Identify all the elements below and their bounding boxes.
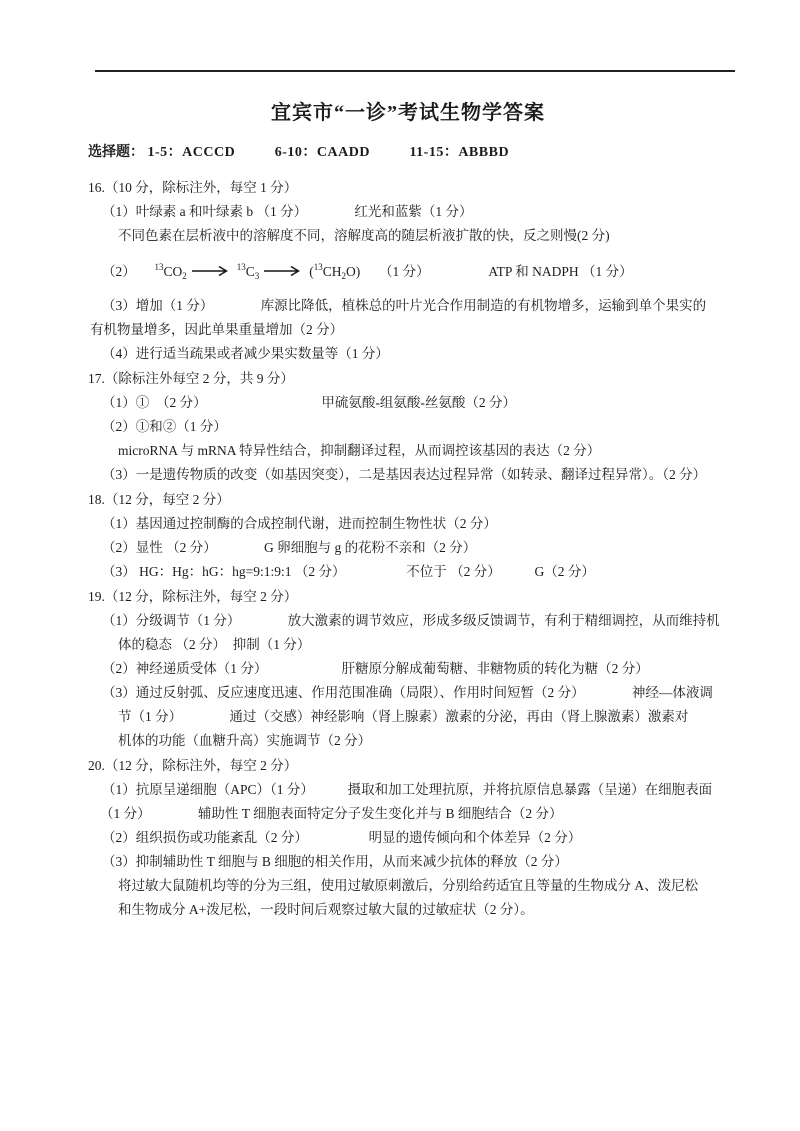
paren: ( bbox=[309, 264, 314, 279]
q16-answer-3-cont: 有机物量增多，因此单果重量增加（2 分） bbox=[90, 322, 344, 337]
header-divider bbox=[95, 70, 735, 72]
q19-header: 19.（12 分，除标注外，每空 2 分） bbox=[88, 589, 298, 604]
q20-answer-1-cont: （1 分） 辅助性 T 细胞表面特定分子发生变化并与 B 细胞结合（2 分） bbox=[100, 806, 563, 821]
co2-formula bbox=[155, 253, 187, 290]
q18-answer-1: （1）基因通过控制酶的合成控制代谢，进而控制生物性状（2 分） bbox=[102, 516, 497, 531]
q16-answer-1: （1）叶绿素 a 和叶绿素 b （1 分） 红光和蓝紫（1 分） bbox=[102, 204, 473, 219]
q20-header: 20.（12 分，除标注外，每空 2 分） bbox=[88, 758, 298, 773]
q17-answer-3: （3）一是遗传物质的改变（如基因突变），二是基因表达过程异常（如转录、翻译过程异常）。（2 分） bbox=[102, 467, 707, 482]
ch2o-formula bbox=[309, 253, 360, 290]
page-title: 宜宾市“一诊”考试生物学答案 bbox=[271, 102, 545, 124]
q20-answer-2: （2）组织损伤或功能紊乱（2 分） 明显的遗传倾向和个体差异（2 分） bbox=[102, 830, 582, 845]
q16-answer-2-prefix: （2） bbox=[102, 264, 136, 279]
q18-header: 18.（12 分，每空 2 分） bbox=[88, 492, 230, 507]
q16-answer-1-cont: 不同色素在层析液中的溶解度不同，溶解度高的随层析液扩散的快，反之则慢(2 分) bbox=[118, 228, 610, 243]
q20-answer-3-cont: 将过敏大鼠随机均等的分为三组，使用过敏原刺激后，分别给药适宜且等量的生物成分 A、泼尼松 bbox=[118, 878, 699, 893]
q17-header: 17.（除标注外每空 2 分，共 9 分） bbox=[88, 371, 294, 386]
q17-answer-2-cont: microRNA 与 mRNA 特异性结合，抑制翻译过程，从而调控该基因的表达（2 分） bbox=[118, 443, 601, 458]
isotope-label: 13 bbox=[313, 262, 323, 272]
q20-answer-3-cont2: 和生物成分 A+泼尼松，一段时间后观察过敏大鼠的过敏症状（2 分）。 bbox=[118, 902, 534, 917]
chem-subscript: 2 bbox=[341, 271, 347, 281]
document-content bbox=[88, 96, 753, 922]
choice-label: 选择题： bbox=[88, 145, 144, 160]
q17-answer-2: （2）①和②（1 分） bbox=[102, 419, 227, 434]
isotope-label: 13 bbox=[154, 262, 164, 272]
chem-symbol: C bbox=[245, 264, 255, 279]
right-arrow-icon bbox=[191, 265, 233, 277]
c3-formula bbox=[237, 253, 260, 290]
choice-answers-1-5: 1-5：ACCCD bbox=[147, 145, 236, 160]
q19-answer-1: （1）分级调节（1 分） 放大激素的调节效应，形成多级反馈调节，有利于精细调控，从而维持机 bbox=[102, 613, 720, 628]
q18-answer-2: （2）显性 （2 分） G 卵细胞与 g 的花粉不亲和（2 分） bbox=[102, 540, 477, 555]
q16-answer-3: （3）增加（1 分） 库源比降低，植株总的叶片光合作用制造的有机物增多，运输到单个果实的 bbox=[102, 298, 707, 313]
q19-answer-1-cont: 体的稳态 （2 分） 抑制（1 分） bbox=[118, 637, 311, 652]
q19-answer-3-cont: 节（1 分） 通过（交感）神经影响（肾上腺素）激素的分泌，再由（肾上腺激素）激素对 bbox=[118, 709, 689, 724]
q17-answer-1: （1）① （2 分） 甲硫氨酸-组氨酸-丝氨酸（2 分） bbox=[102, 395, 516, 410]
right-arrow-icon bbox=[263, 265, 305, 277]
q19-answer-3: （3）通过反射弧、反应速度迅速、作用范围准确（局限）、作用时间短暂（2 分） 神经—体液调 bbox=[102, 685, 713, 700]
isotope-label: 13 bbox=[236, 262, 246, 272]
chem-symbol: CH bbox=[322, 264, 342, 279]
q20-answer-3: （3）抑制辅助性 T 细胞与 B 细胞的相关作用，从而来减少抗体的释放（2 分） bbox=[102, 854, 568, 869]
q19-answer-2: （2）神经递质受体（1 分） 肝糖原分解成葡萄糖、非糖物质的转化为糖（2 分） bbox=[102, 661, 649, 676]
q16-answer-2-score: （1 分） bbox=[379, 264, 430, 279]
q20-answer-1: （1）抗原呈递细胞（APC）（1 分） 摄取和加工处理抗原，并将抗原信息暴露（呈递）在细胞表面 bbox=[102, 782, 713, 797]
q16-answer-4: （4）进行适当疏果或者减少果实数量等（1 分） bbox=[102, 346, 389, 361]
chem-subscript: 2 bbox=[182, 271, 187, 281]
choice-answers-line bbox=[88, 141, 753, 165]
q18-answer-3: （3） HG：Hg：hG：hg=9:1:9:1 （2 分） 不位于 （2 分） G（2 分） bbox=[102, 564, 595, 579]
q16-header: 16.（10 分，除标注外，每空 1 分） bbox=[88, 180, 298, 195]
choice-answers-11-15: 11-15：ABBBD bbox=[409, 145, 510, 160]
chem-subscript: 3 bbox=[254, 271, 260, 281]
q16-answer-2 bbox=[88, 253, 753, 290]
q19-answer-3-cont2: 机体的功能（血糖升高）实施调节（2 分） bbox=[118, 733, 372, 748]
choice-answers-6-10: 6-10：CAADD bbox=[274, 145, 370, 160]
chem-symbol: CO bbox=[163, 264, 183, 279]
paren: O) bbox=[346, 264, 361, 279]
q16-answer-2-tail: ATP 和 NADPH （1 分） bbox=[488, 264, 633, 279]
